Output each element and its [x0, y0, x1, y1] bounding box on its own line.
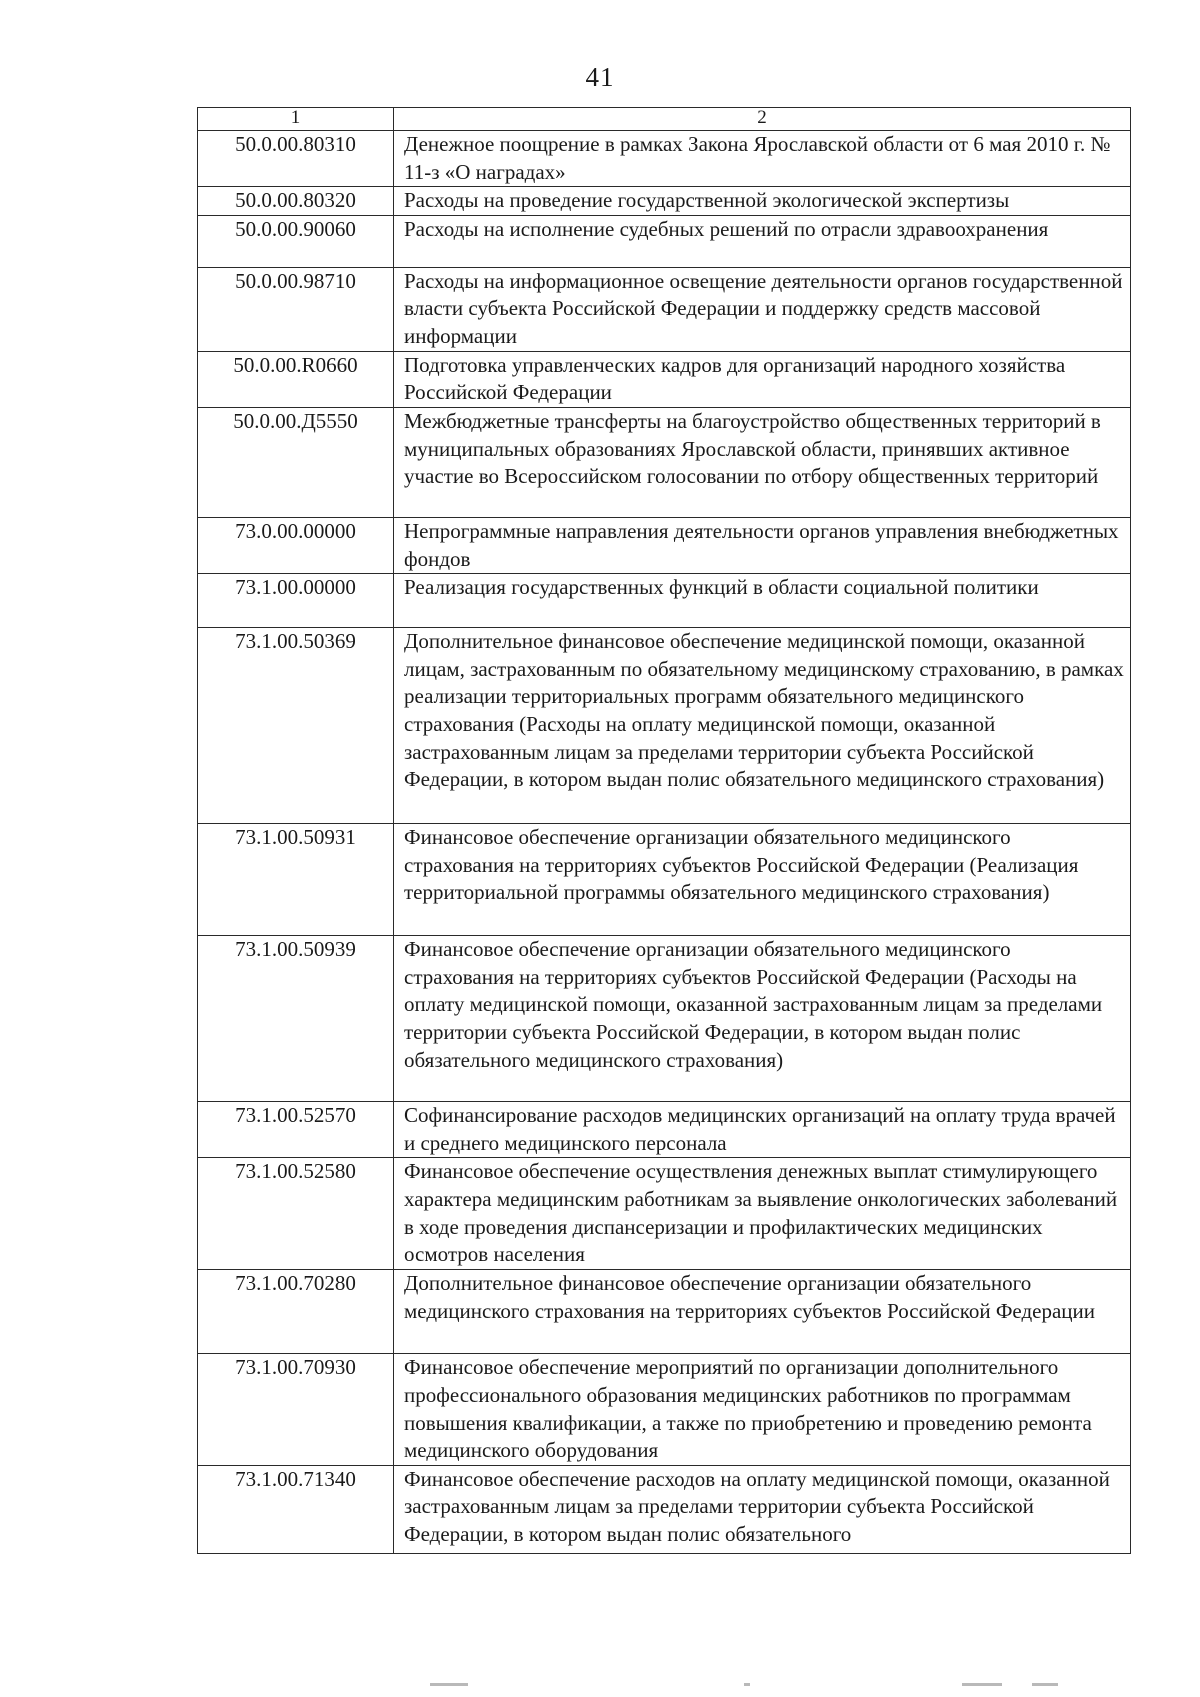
table-row	[198, 407, 1131, 517]
row-description: Подготовка управленческих кадров для организаций народного хозяйства Российской Федерации	[394, 351, 1131, 407]
row-description: Расходы на исполнение судебных решений по отрасли здравоохранения	[394, 215, 1131, 267]
table-row	[198, 267, 1131, 351]
row-code: 73.0.00.00000	[198, 517, 394, 573]
table-row	[198, 131, 1131, 187]
row-description: Финансовое обеспечение осуществления денежных выплат стимулирующего характера медицинским работникам за выявление онкологических заболеваний в ходе проведения диспансеризации и профилактических медицинских осмотров населения	[394, 1158, 1131, 1270]
table-row	[198, 187, 1131, 216]
row-code: 73.1.00.50369	[198, 628, 394, 824]
row-description: Финансовое обеспечение мероприятий по организации дополнительного профессионального образования медицинских работников по программам повышения квалификации, а также по приобретению и проведению ремонта медицинского оборудования	[394, 1354, 1131, 1465]
table-row	[198, 215, 1131, 267]
row-code: 73.1.00.70930	[198, 1354, 394, 1465]
row-description: Финансовое обеспечение организации обязательного медицинского страхования на территориях субъектов Российской Федерации (Расходы на оплату медицинской помощи, оказанной застрахованным лицам за пределами территории субъекта Российской Федерации, в котором выдан полис обязательного медицинского страхования)	[394, 936, 1131, 1102]
row-code: 50.0.00.98710	[198, 267, 394, 351]
row-description: Межбюджетные трансферты на благоустройство общественных территорий в муниципальных образованиях Ярославской области, принявших активное участие во Всероссийском голосовании по отбору общественных территорий	[394, 407, 1131, 517]
table-row	[198, 1102, 1131, 1158]
table-row	[198, 351, 1131, 407]
column-header-description: 2	[394, 108, 1131, 131]
row-code: 73.1.00.00000	[198, 574, 394, 628]
table-row	[198, 824, 1131, 936]
row-code: 73.1.00.50931	[198, 824, 394, 936]
row-description: Софинансирование расходов медицинских организаций на оплату труда врачей и среднего медицинского персонала	[394, 1102, 1131, 1158]
budget-codes-table	[197, 107, 1131, 1554]
table-row	[198, 517, 1131, 573]
row-description: Расходы на информационное освещение деятельности органов государственной власти субъекта Российской Федерации и поддержку средств массовой информации	[394, 267, 1131, 351]
row-description: Финансовое обеспечение расходов на оплату медицинской помощи, оказанной застрахованным лицам за пределами территории субъекта Российской Федерации, в котором выдан полис обязательного	[394, 1465, 1131, 1553]
row-code: 73.1.00.71340	[198, 1465, 394, 1553]
row-description: Расходы на проведение государственной экологической экспертизы	[394, 187, 1131, 216]
row-code: 73.1.00.50939	[198, 936, 394, 1102]
table-row	[198, 1270, 1131, 1354]
row-code: 50.0.00.Д5550	[198, 407, 394, 517]
row-code: 73.1.00.52580	[198, 1158, 394, 1270]
table-row	[198, 936, 1131, 1102]
row-code: 50.0.00.90060	[198, 215, 394, 267]
row-description: Денежное поощрение в рамках Закона Ярославской области от 6 мая 2010 г. № 11-з «О наградах»	[394, 131, 1131, 187]
row-code: 73.1.00.52570	[198, 1102, 394, 1158]
table-row	[198, 1465, 1131, 1553]
row-description: Непрограммные направления деятельности органов управления внебюджетных фондов	[394, 517, 1131, 573]
row-description: Финансовое обеспечение организации обязательного медицинского страхования на территориях субъектов Российской Федерации (Реализация территориальной программы обязательного медицинского страхования)	[394, 824, 1131, 936]
table-row	[198, 1354, 1131, 1465]
row-code: 50.0.00.R0660	[198, 351, 394, 407]
row-description: Дополнительное финансовое обеспечение организации обязательного медицинского страхования на территориях субъектов Российской Федерации	[394, 1270, 1131, 1354]
page-number: 41	[585, 62, 615, 92]
column-header-code: 1	[198, 108, 394, 131]
row-code: 50.0.00.80310	[198, 131, 394, 187]
row-code: 73.1.00.70280	[198, 1270, 394, 1354]
scan-edge-marks	[0, 1683, 1200, 1689]
row-code: 50.0.00.80320	[198, 187, 394, 216]
table-row	[198, 574, 1131, 628]
table-row	[198, 1158, 1131, 1270]
table-header-row	[198, 108, 1131, 131]
row-description: Реализация государственных функций в области социальной политики	[394, 574, 1131, 628]
table-row	[198, 628, 1131, 824]
row-description: Дополнительное финансовое обеспечение медицинской помощи, оказанной лицам, застрахованным по обязательному медицинскому страхованию, в рамках реализации территориальных программ обязательного медицинского страхования (Расходы на оплату медицинской помощи, оказанной застрахованным лицам за пределами территории субъекта Российской Федерации, в котором выдан полис обязательного медицинского страхования)	[394, 628, 1131, 824]
